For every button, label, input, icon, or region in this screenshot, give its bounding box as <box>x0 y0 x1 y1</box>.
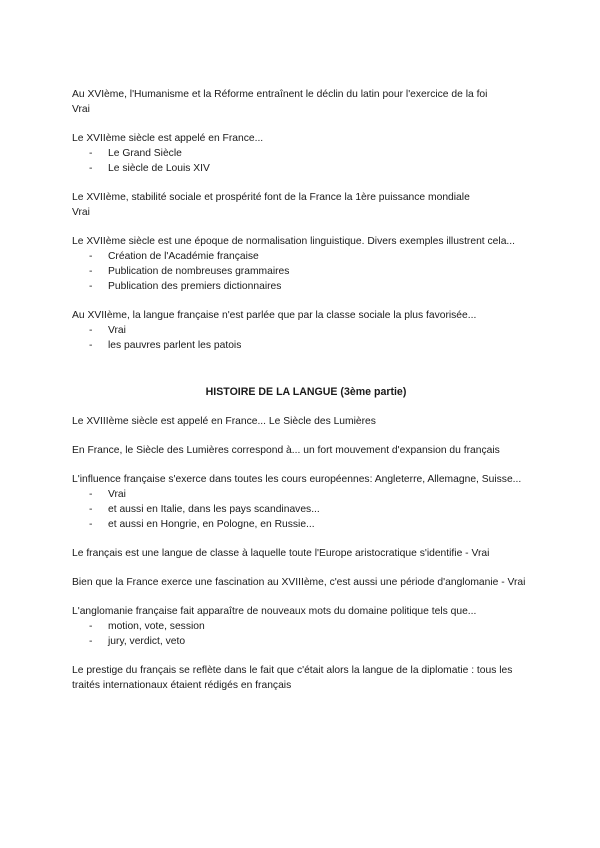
question-block <box>72 472 540 532</box>
question-text: L'influence française s'exerce dans toutes les cours européennes: Angleterre, Allemagne, Suisse... <box>72 474 522 485</box>
statement-text: En France, le Siècle des Lumières correspond à... un fort mouvement d'expansion du français <box>72 445 500 456</box>
answer-list <box>72 146 540 176</box>
statement-text: Le prestige du français se reflète dans le fait que c'était alors la langue de la diplomatie : tous les traités internationaux étaient rédigés en français <box>72 665 513 691</box>
section-title: HISTOIRE DE LA LANGUE (3ème partie) <box>205 386 407 398</box>
question-text: L'anglomanie française fait apparaître de nouveaux mots du domaine politique tels que... <box>72 606 477 617</box>
question-text: Au XVIIème, la langue française n'est parlée que par la classe sociale la plus favorisée... <box>72 310 477 321</box>
list-item: - Publication des premiers dictionnaires <box>89 281 282 292</box>
list-item: - motion, vote, session <box>89 621 205 632</box>
question-block <box>72 190 540 220</box>
statement-block <box>72 663 540 693</box>
statement-text: Bien que la France exerce une fascination au XVIIIème, c'est aussi une période d'anglomanie - Vrai <box>72 577 526 588</box>
question-block <box>72 131 540 176</box>
statement-block <box>72 575 540 590</box>
answer-text: Vrai <box>72 104 90 115</box>
section-spacer <box>72 353 540 385</box>
question-text: Le XVIIème, stabilité sociale et prospérité font de la France la 1ère puissance mondiale <box>72 192 470 203</box>
list-item: - Publication de nombreuses grammaires <box>89 266 290 277</box>
question-block <box>72 87 540 117</box>
answer-list <box>72 619 540 649</box>
statement-block <box>72 443 540 458</box>
list-item: - Vrai <box>89 489 126 500</box>
list-item: - et aussi en Hongrie, en Pologne, en Russie... <box>89 519 315 530</box>
question-text: Au XVIème, l'Humanisme et la Réforme entraînent le déclin du latin pour l'exercice de la foi <box>72 89 488 100</box>
answer-list <box>72 323 540 353</box>
statement-text: Le XVIIIème siècle est appelé en France... Le Siècle des Lumières <box>72 416 376 427</box>
statement-block <box>72 546 540 561</box>
list-item: - Vrai <box>89 325 126 336</box>
answer-text: Vrai <box>72 207 90 218</box>
question-block <box>72 604 540 649</box>
statement-text: Le français est une langue de classe à laquelle toute l'Europe aristocratique s'identifie - Vrai <box>72 548 490 559</box>
question-block <box>72 308 540 353</box>
list-item: - Le Grand Siècle <box>89 148 182 159</box>
answer-list <box>72 487 540 532</box>
list-item: - et aussi en Italie, dans les pays scandinaves... <box>89 504 320 515</box>
question-text: Le XVIIème siècle est appelé en France... <box>72 133 264 144</box>
question-block <box>72 234 540 294</box>
list-item: - Création de l'Académie française <box>89 251 259 262</box>
list-item: - les pauvres parlent les patois <box>89 340 242 351</box>
statement-block <box>72 414 540 429</box>
answer-list <box>72 249 540 294</box>
list-item: - jury, verdict, veto <box>89 636 186 647</box>
question-text: Le XVIIème siècle est une époque de normalisation linguistique. Divers exemples illustrent cela... <box>72 236 516 247</box>
list-item: - Le siècle de Louis XIV <box>89 163 210 174</box>
